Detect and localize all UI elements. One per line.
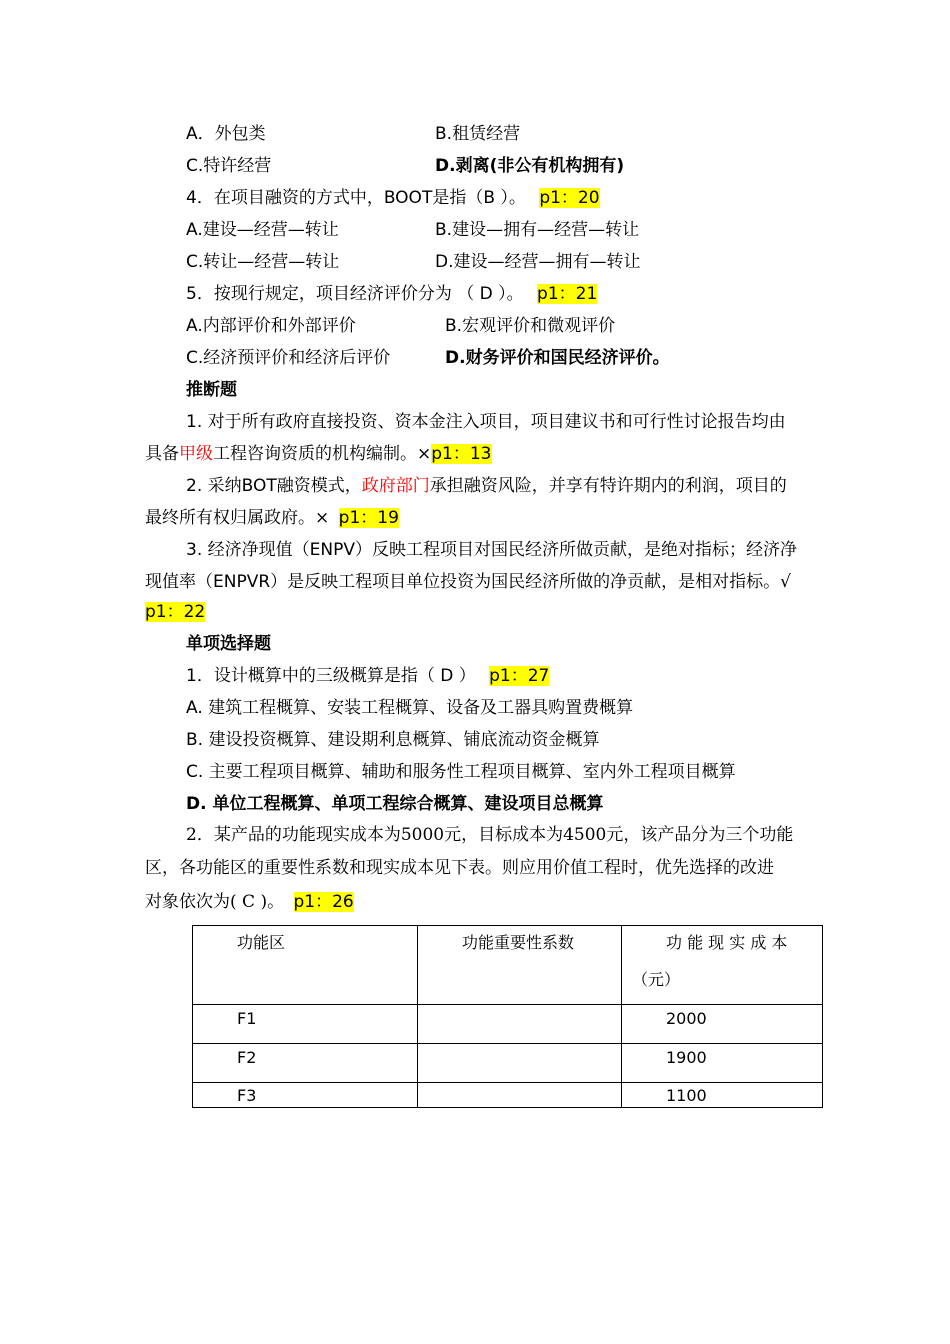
row-f2-cost: 1900: [666, 1048, 707, 1067]
q-prev-option-b: B.租赁经营: [435, 124, 521, 144]
table-row: [193, 1083, 823, 1108]
judge-1-line1: 1. 对于所有政府直接投资、资本金注入项目，项目建议书和可行性讨论报告均由: [186, 412, 786, 432]
judge-3-line3: [145, 600, 205, 624]
q-prev-option-c: C.特许经营: [186, 156, 272, 176]
single-2-line2: 区，各功能区的重要性系数和现实成本见下表。则应用价值工程时，优先选择的改进: [145, 858, 774, 878]
judge-3-line2: 现值率（ENPVR）是反映工程项目单位投资为国民经济所做的净贡献，是相对指标。√: [145, 572, 791, 592]
header-function-area: 功能区: [237, 933, 286, 952]
table-cell: [622, 1005, 823, 1044]
table-cell: [622, 1044, 823, 1083]
table-header-row: [193, 926, 823, 1005]
q5-page-ref: p1：21: [537, 284, 598, 304]
table-cell: [622, 1083, 823, 1108]
judge-1-post: 工程咨询资质的机构编制。×: [213, 444, 432, 464]
row-f2-area: F2: [237, 1048, 257, 1067]
judge-1-page-ref: p1：13: [431, 444, 492, 464]
row-f1-cost: 2000: [666, 1009, 707, 1028]
function-cost-table: [192, 925, 823, 1108]
q4-option-a: A.建设—经营—转让: [186, 220, 339, 240]
q-prev-option-d-answer: D.剥离(非公有机构拥有): [435, 156, 625, 176]
single-2-stem-end: 对象依次为( C )。: [145, 892, 285, 912]
q4-stem: 4．在项目融资的方式中，BOOT是指（B ）。: [186, 188, 526, 208]
single-1-line: [186, 664, 549, 688]
q5-line: [186, 282, 597, 306]
judge-2-end: 最终所有权归属政府。×: [145, 508, 330, 528]
q-prev-option-a: A．外包类: [186, 124, 266, 144]
table-header-cell: [418, 926, 622, 1005]
judge-1-pre: 具备: [145, 444, 179, 464]
single-2-line3: [145, 890, 354, 914]
single-1-option-b: B. 建设投资概算、建设期利息概算、铺底流动资金概算: [186, 730, 600, 750]
single-heading: 单项选择题: [186, 634, 271, 654]
table-row: [193, 1005, 823, 1044]
header-actual-cost-unit: （元）: [632, 970, 681, 989]
single-1-stem: 1．设计概算中的三级概算是指（ D ）: [186, 666, 476, 686]
row-f1-area: F1: [237, 1009, 257, 1028]
single-1-page-ref: p1：27: [489, 666, 550, 686]
table-cell: [193, 1083, 418, 1108]
table-cell: [193, 1005, 418, 1044]
q5-option-a: A.内部评价和外部评价: [186, 316, 356, 336]
judge-2-post: 承担融资风险，并享有特许期内的利润，项目的: [429, 476, 787, 496]
judge-heading: 推断题: [186, 380, 237, 400]
q5-stem: 5．按现行规定，项目经济评价分为 （ D ）。: [186, 284, 524, 304]
q4-line: [186, 186, 600, 210]
header-actual-cost: 功 能 现 实 成 本: [666, 933, 788, 952]
single-1-option-d-answer: D. 单位工程概算、单项工程综合概算、建设项目总概算: [186, 794, 604, 814]
judge-2-pre: 2. 采纳BOT融资模式，: [186, 476, 362, 496]
single-1-option-a: A. 建筑工程概算、安装工程概算、设备及工器具购置费概算: [186, 698, 634, 718]
judge-2-line1: [186, 474, 787, 498]
table-cell: [193, 1044, 418, 1083]
judge-2-line2: [145, 506, 399, 530]
table-cell: [418, 1083, 622, 1108]
single-1-option-c: C. 主要工程项目概算、辅助和服务性工程项目概算、室内外工程项目概算: [186, 762, 736, 782]
judge-1-line2: [145, 442, 492, 466]
single-2-line1: 2．某产品的功能现实成本为5000元，目标成本为4500元，该产品分为三个功能: [186, 825, 794, 845]
judge-2-keyword: 政府部门: [361, 476, 430, 496]
single-2-page-ref: p1：26: [293, 892, 354, 912]
table-row: [193, 1044, 823, 1083]
q5-option-b: B.宏观评价和微观评价: [445, 316, 616, 336]
q5-option-d-answer: D.财务评价和国民经济评价。: [445, 348, 670, 368]
judge-3-line1: 3. 经济净现值（ENPV）反映工程项目对国民经济所做贡献，是绝对指标；经济净: [186, 540, 797, 560]
q4-option-b: B.建设—拥有—经营—转让: [435, 220, 640, 240]
table-header-cell: [193, 926, 418, 1005]
q5-option-c: C.经济预评价和经济后评价: [186, 348, 391, 368]
table-cell: [418, 1005, 622, 1044]
q4-option-c: C.转让—经营—转让: [186, 252, 340, 272]
table-header-cell: [622, 926, 823, 1005]
row-f3-area: F3: [237, 1086, 257, 1105]
judge-1-keyword: 甲级: [179, 444, 213, 464]
judge-3-page-ref: p1：22: [145, 602, 206, 622]
judge-2-page-ref: p1：19: [338, 508, 399, 528]
row-f3-cost: 1100: [666, 1086, 707, 1105]
header-importance-coefficient: 功能重要性系数: [462, 933, 575, 952]
q4-option-d: D.建设—经营—拥有—转让: [435, 252, 641, 272]
table-cell: [418, 1044, 622, 1083]
q4-page-ref: p1：20: [539, 188, 600, 208]
